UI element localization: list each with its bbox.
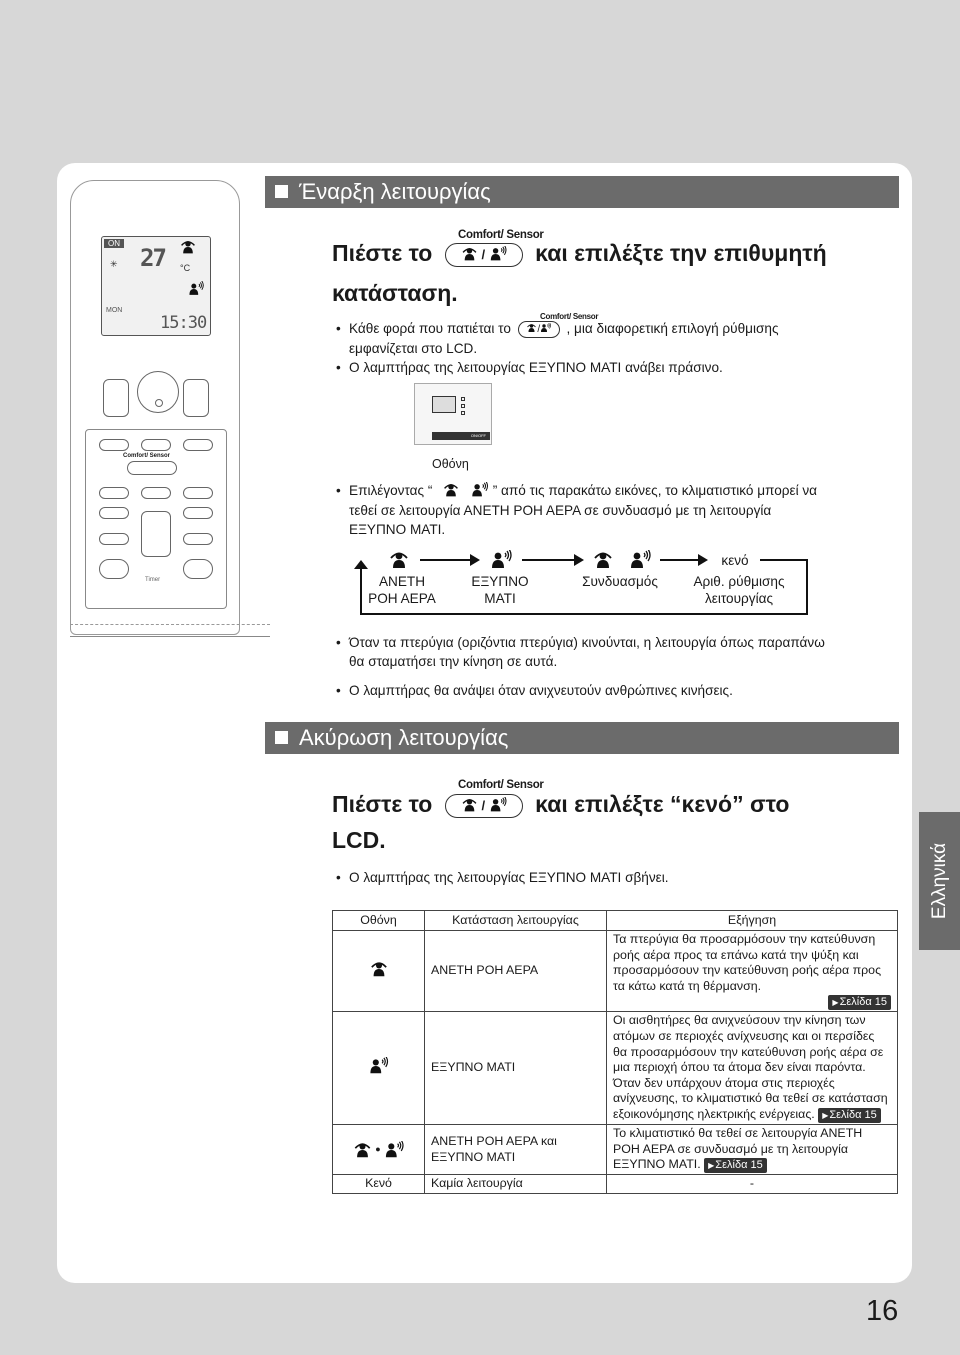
snowflake-icon: ✳ <box>110 259 118 269</box>
cut-line <box>70 636 270 637</box>
flow-label-line: ΕΞΥΠΝΟ <box>471 574 529 589</box>
table-header: Εξήγηση <box>607 911 898 931</box>
cancel-heading-line2: LCD. <box>332 827 386 853</box>
comfort-airflow-icon <box>461 246 478 262</box>
comfort-airflow-icon <box>526 323 537 333</box>
comfort-sensor-label: Comfort/ Sensor <box>458 229 544 241</box>
remote-control <box>70 180 240 635</box>
flow-label-line: Αριθ. ρύθμισης <box>693 574 785 589</box>
flow-return-line <box>806 559 808 615</box>
cancel-bullet: • Ο λαμπτήρας της λειτουργίας ΕΞΥΠΝΟ ΜΑΤΙ σβήνει. <box>349 868 669 887</box>
table-header: Κατάσταση λειτουργίας <box>425 911 607 931</box>
page-ref-link[interactable]: ▶ Σελίδα 15 <box>818 1108 881 1123</box>
indicator-lamp <box>461 411 465 415</box>
select-text-3: ΕΞΥΠΝΟ ΜΑΤΙ. <box>349 522 446 537</box>
remote-lid-button <box>183 533 213 545</box>
comfort-airflow-icon <box>353 1141 372 1159</box>
remote-comfort-sensor-button <box>127 461 177 475</box>
table-cell <box>425 1124 607 1174</box>
comfort-airflow-icon <box>592 550 614 570</box>
table-cell-text: Τα πτερύγια θα προσαρμόσουν την κατεύθυνση ροής αέρα προς τα επάνω κατά την ψύξη και προσαρμόσουν την κατεύθυνση ροής αέρα προς τα κάτω κατά τη θέρμανση. <box>613 932 882 993</box>
flow-label-setting <box>684 573 794 607</box>
cancel-heading-part: και επιλέξτε “κενό” στο <box>535 791 790 817</box>
indicator-lamp <box>461 404 465 408</box>
comfort-sensor-label-small: Comfort/ Sensor <box>540 312 599 321</box>
intelligent-eye-icon <box>470 482 489 498</box>
intelligent-eye-icon <box>489 797 507 813</box>
language-tab-label: Ελληνικά <box>928 842 950 920</box>
indicator-lamp <box>461 397 465 401</box>
remote-lid-button <box>99 439 129 451</box>
select-text-1 <box>349 481 817 500</box>
table-cell <box>607 931 898 1012</box>
flow-label-line: ΑΝΕΤΗ <box>378 574 426 589</box>
remote-lid-button <box>141 439 171 451</box>
comfort-sensor-button: / <box>445 243 523 267</box>
display-screen <box>432 396 456 413</box>
comfort-sensor-label: Comfort/ Sensor <box>458 779 544 791</box>
remote-left-button <box>103 379 129 417</box>
remote-lid-button <box>99 507 129 519</box>
comfort-sensor-button: / <box>445 794 523 818</box>
table-row <box>333 1124 898 1174</box>
note-1-cont: θα σταματήσει την κίνηση σε αυτά. <box>349 654 558 669</box>
note-1: • Όταν τα πτερύγια (οριζόντια πτερύγια) κινούνται, η λειτουργία όπως παραπάνω <box>349 633 825 652</box>
cancel-heading-part: Πιέστε το <box>332 791 433 817</box>
table-cell-icon <box>333 931 425 1012</box>
table-cell-text: Οι αισθητήρες θα ανιχνεύσουν την κίνηση των ατόμων σε περιοχές ανίχνευσης και οι περσίδες θα προσαρμόσουν την κατεύθυνση ροής αέρα σε μια περιοχή όπου τα άτομα δεν είναι παρόντα. Όταν δεν υπάρχουν άτομα στις περιοχές ανίχνευσης, το κλιματιστικό θα τεθεί σε κατάσταση εξοικονόμησης ηλεκτρικής ενέργειας. <box>613 1013 888 1121</box>
page-ref-link[interactable]: ▶ Σελίδα 15 <box>828 995 891 1010</box>
flow-label-eye <box>460 573 540 607</box>
intelligent-eye-icon <box>188 281 204 297</box>
start-heading-part: και επιλέξτε την επιθυμητή <box>535 240 827 266</box>
comfort-airflow-icon <box>388 550 410 570</box>
table-cell: Καμία λειτουργία <box>425 1175 607 1194</box>
start-heading-line2: κατάσταση. <box>332 280 458 306</box>
remote-lid-button <box>99 487 129 499</box>
display-caption: Οθόνη <box>432 457 469 471</box>
intelligent-eye-icon <box>628 550 652 570</box>
remote-lid-button <box>99 533 129 545</box>
table-cell-text: ΑΝΕΤΗ ΡΟΗ ΑΕΡΑ και <box>431 1133 557 1148</box>
flow-label-blank: κενό <box>721 553 749 568</box>
page-ref-link[interactable]: ▶ Σελίδα 15 <box>704 1158 767 1173</box>
table-header: Οθόνη <box>333 911 425 931</box>
language-tab <box>919 812 960 950</box>
table-cell: - <box>607 1175 898 1194</box>
start-heading <box>332 240 827 267</box>
remote-lid-button <box>183 507 213 519</box>
start-heading-part: Πιέστε το <box>332 240 433 266</box>
start-bullet-1-cont: εμφανίζεται στο LCD. <box>349 341 478 356</box>
page-number: 16 <box>866 1295 899 1327</box>
celsius-icon: °C <box>180 263 191 273</box>
flow-arrow <box>660 559 706 561</box>
table-cell-icon <box>333 1124 425 1174</box>
section-header-start: Έναρξη λειτουργίας <box>265 176 899 208</box>
table-cell-icon <box>333 1012 425 1125</box>
flow-return-line <box>760 559 808 561</box>
display-unit-illustration <box>414 383 492 445</box>
flow-label-comfort <box>362 573 442 607</box>
intelligent-eye-icon <box>489 246 507 262</box>
flow-arrow-head <box>354 560 368 569</box>
flow-arrow <box>420 559 478 561</box>
comfort-airflow-icon <box>461 797 478 813</box>
intelligent-eye-icon <box>368 1057 389 1075</box>
intelligent-eye-icon <box>384 1141 404 1159</box>
table-cell-text: Το κλιματιστικό θα τεθεί σε λειτουργία ΑΝΕΤΗ ΡΟΗ ΑΕΡΑ σε συνδυασμό με τη λειτουργία ΕΞΥΠΝΟ ΜΑΤΙ. <box>613 1125 863 1172</box>
remote-comfort-label: Comfort/ Sensor <box>123 453 171 459</box>
table-cell: ΕΞΥΠΝΟ ΜΑΤΙ <box>425 1012 607 1125</box>
lcd-on-indicator: ON <box>104 239 124 248</box>
table-row <box>333 1175 898 1194</box>
flow-arrow <box>522 559 582 561</box>
remote-lid-button <box>141 511 171 557</box>
remote-lid-button <box>183 559 213 579</box>
start-bullet-1 <box>349 319 779 338</box>
comfort-airflow-icon <box>369 960 389 978</box>
flow-return-line <box>360 613 807 615</box>
remote-lid-button <box>183 487 213 499</box>
comfort-sensor-button-small: / <box>518 321 560 338</box>
comfort-airflow-icon <box>442 482 460 498</box>
remote-lid-button <box>141 487 171 499</box>
note-2: • Ο λαμπτήρας θα ανάψει όταν ανιχνευτούν ανθρώπινες κινήσεις. <box>349 681 733 700</box>
intelligent-eye-icon <box>489 550 513 570</box>
start-bullet-2: • Ο λαμπτήρας της λειτουργίας ΕΞΥΠΝΟ ΜΑΤΙ ανάβει πράσινο. <box>349 358 723 377</box>
table-cell <box>607 1012 898 1125</box>
modes-table <box>332 910 898 1194</box>
remote-lid-button <box>183 439 213 451</box>
flow-label-combination: Συνδυασμός <box>582 574 658 589</box>
section-header-cancel: Ακύρωση λειτουργίας <box>265 722 899 754</box>
remote-right-button <box>183 379 209 417</box>
table-cell <box>607 1124 898 1174</box>
remote-timer-label: Timer <box>145 577 161 583</box>
flow-label-line: λειτουργίας <box>704 591 773 606</box>
intelligent-eye-icon <box>540 323 551 333</box>
remote-lid-button <box>99 559 129 579</box>
remote-power-button <box>137 371 179 413</box>
select-text-2: τεθεί σε λειτουργία ΑΝΕΤΗ ΡΟΗ ΑΕΡΑ σε συνδυασμό με τη λειτουργία <box>349 503 772 518</box>
separator-dot: ● <box>375 1143 381 1154</box>
bullet-text: , μια διαφορετική επιλογή ρύθμισης <box>566 321 779 336</box>
table-cell: ΑΝΕΤΗ ΡΟΗ ΑΕΡΑ <box>425 931 607 1012</box>
table-header-row <box>333 911 898 931</box>
comfort-airflow-icon <box>180 239 196 255</box>
select-text-part: Επιλέγοντας “ <box>349 483 433 498</box>
select-text-part: ” από τις παρακάτω εικόνες, το κλιματιστικό μπορεί να <box>492 483 818 498</box>
lcd-day: MON <box>106 307 123 314</box>
flow-label-line: ΡΟΗ ΑΕΡΑ <box>368 591 436 606</box>
table-row <box>333 1012 898 1125</box>
lcd-time: 15:30 <box>160 313 207 333</box>
table-cell: Κενό <box>333 1175 425 1194</box>
onoff-bar: ON/OFF <box>432 432 490 440</box>
lcd-temperature: 27 <box>140 244 165 272</box>
table-cell-text: ΕΞΥΠΝΟ ΜΑΤΙ <box>431 1149 516 1164</box>
bullet-text: Κάθε φορά που πατιέται το <box>349 321 511 336</box>
remote-lcd <box>101 236 211 336</box>
table-row <box>333 931 898 1012</box>
cancel-heading <box>332 791 789 818</box>
flow-label-line: ΜΑΤΙ <box>484 591 516 606</box>
